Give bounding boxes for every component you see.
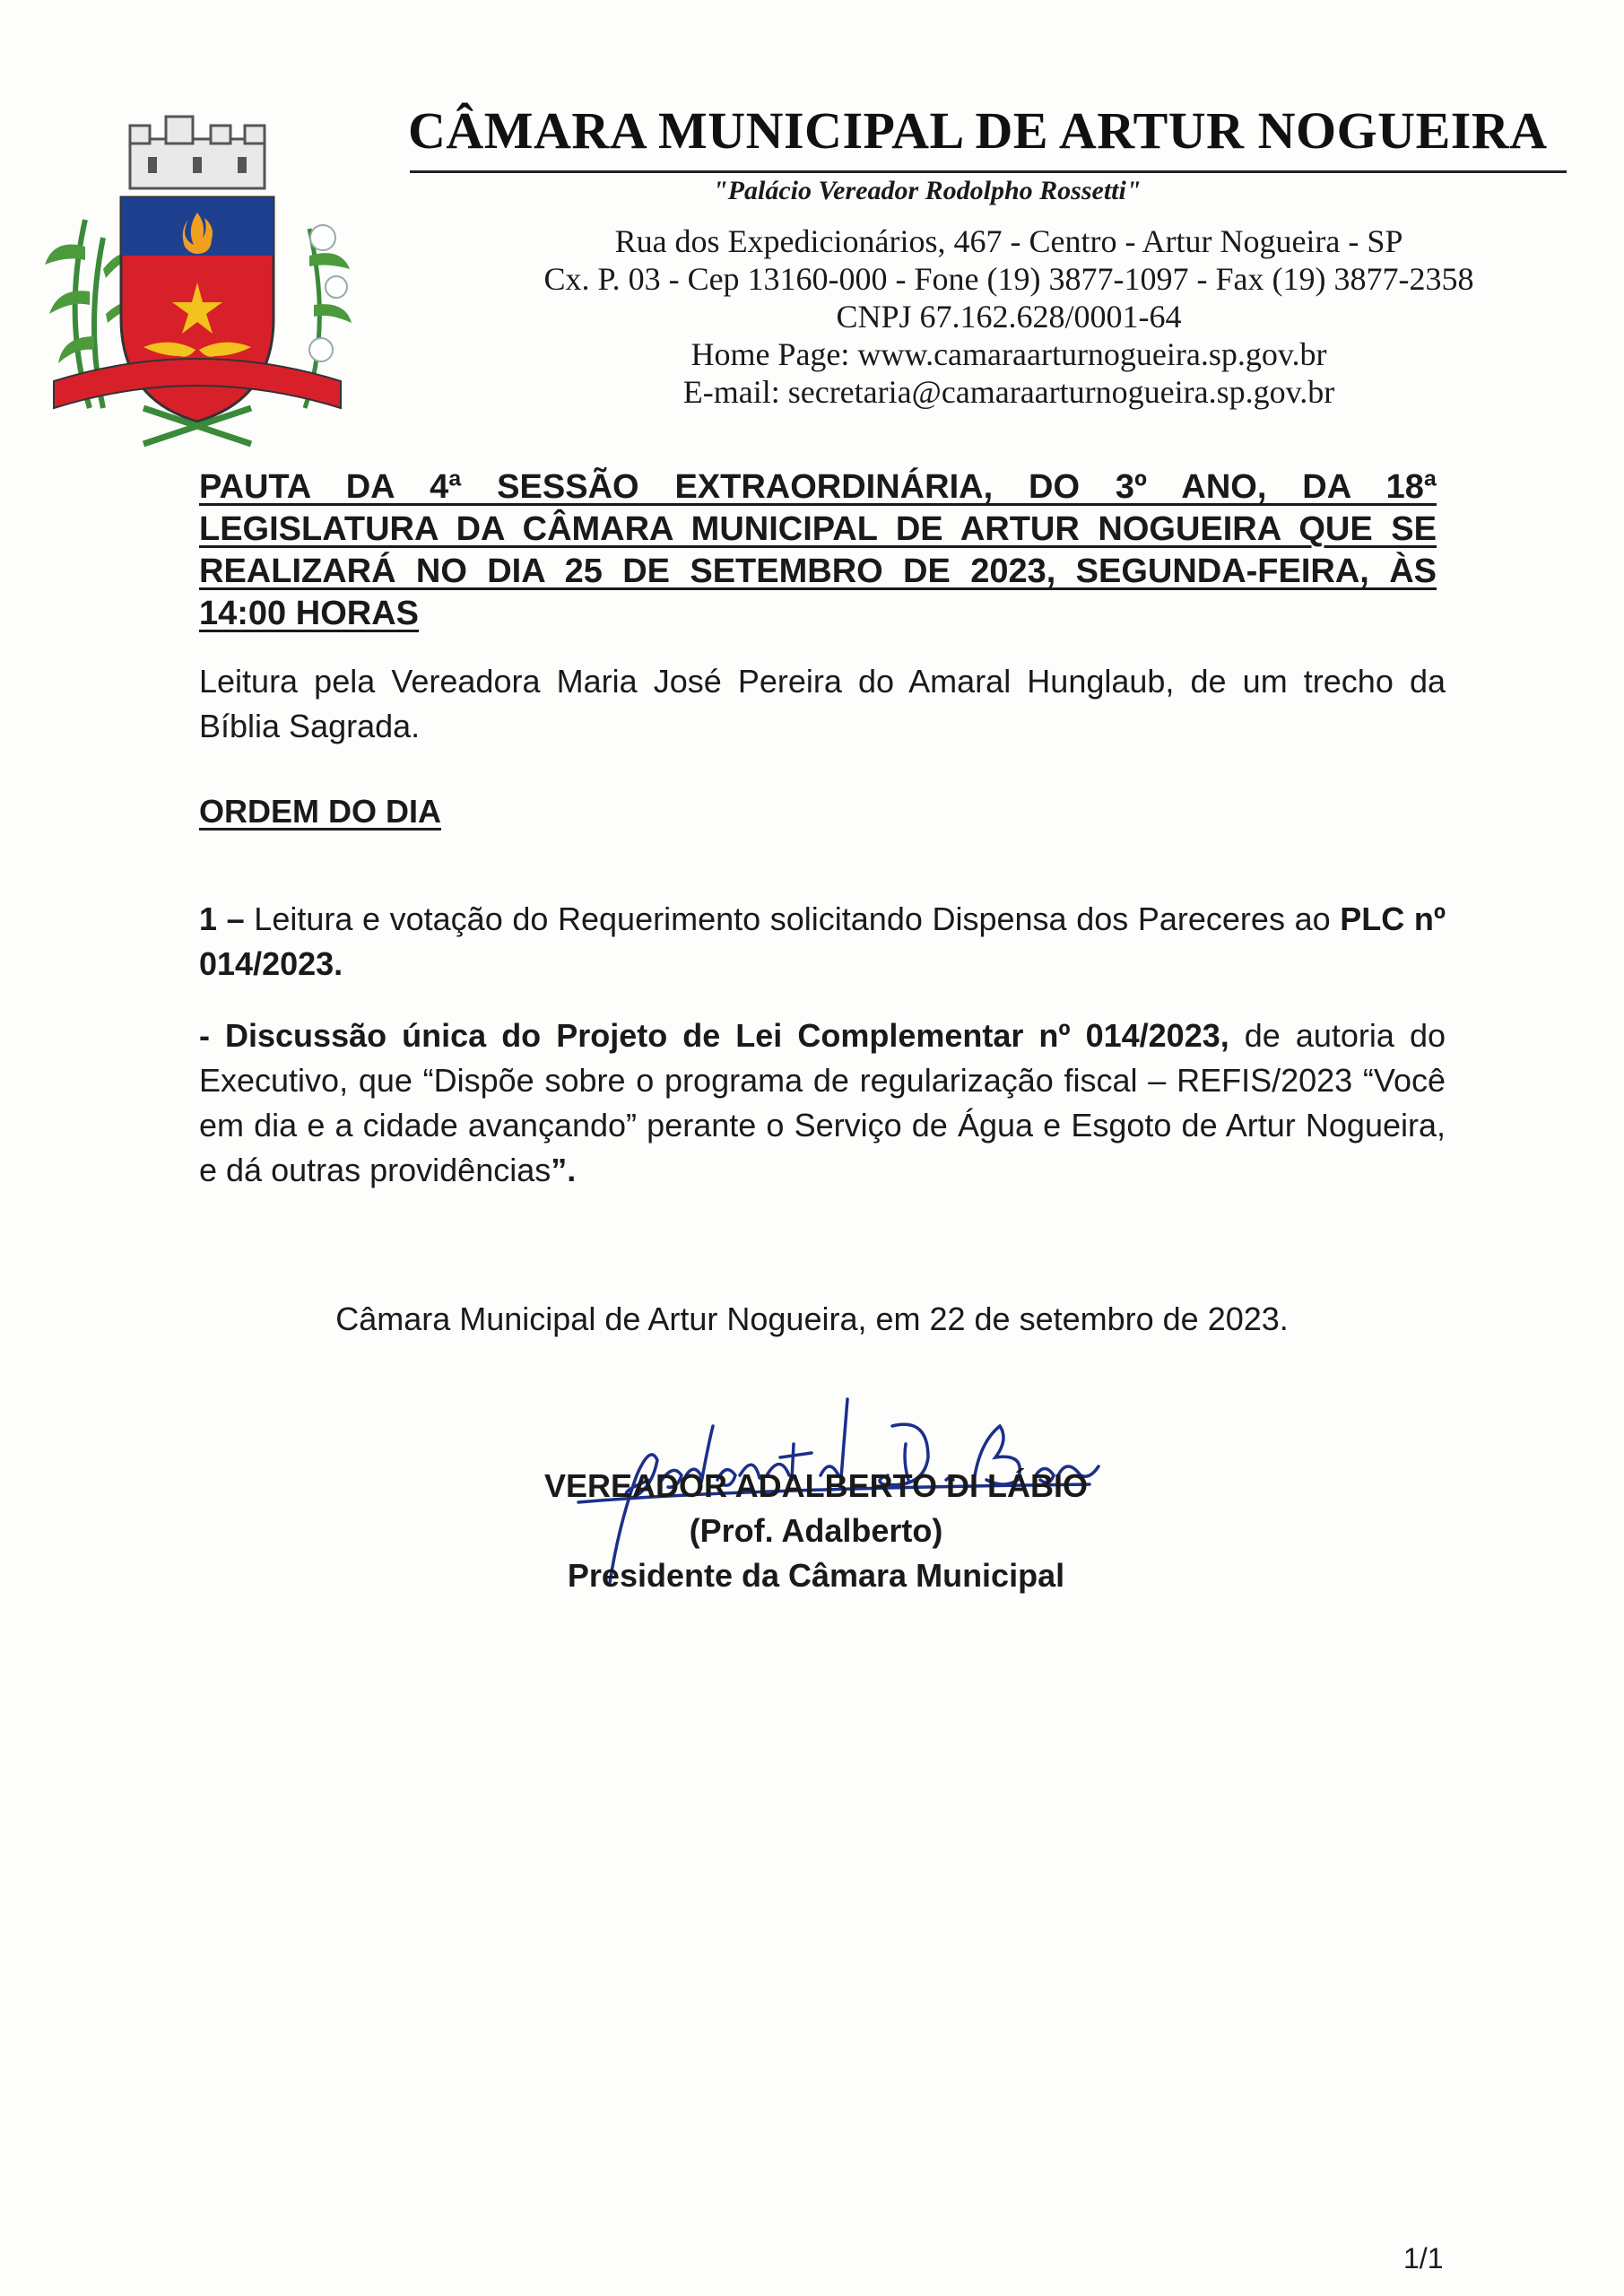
signatory-role: Presidente da Câmara Municipal	[567, 1557, 1065, 1594]
agenda-item-2	[199, 1013, 1446, 1193]
bible-reading-paragraph: Leitura pela Vereadora Maria José Pereira do Amaral Hunglaub, de um trecho da Bíblia Sagrada.	[199, 663, 1446, 744]
item-number: 1 –	[199, 900, 245, 937]
agenda-item-1	[199, 897, 1446, 987]
coat-of-arms-icon	[36, 112, 359, 453]
place-date-line: Câmara Municipal de Artur Nogueira, em 22 de setembro de 2023.	[335, 1300, 1289, 1337]
item-reference: PLC nº 014/2023.	[199, 900, 1446, 982]
palace-name: "Palácio Vereador Rodolpho Rossetti"	[713, 176, 1142, 205]
contact-line: Cx. P. 03 - Cep 13160-000 - Fone (19) 3877-1097 - Fax (19) 3877-2358	[543, 261, 1474, 297]
agenda-title: PAUTA DA 4ª SESSÃO EXTRAORDINÁRIA, DO 3º ANO, DA 18ª LEGISLATURA DA CÂMARA MUNICIPAL DE ARTUR NOGUEIRA QUE SE REALIZARÁ NO DIA 25 DE SETEMBRO DE 2023, SEGUNDA-FEIRA, ÀS 14:00 HORAS	[199, 468, 1437, 632]
signatory-block	[502, 1464, 1130, 1598]
signatory-nickname: (Prof. Adalberto)	[689, 1512, 943, 1549]
council-name: CÂMARA MUNICIPAL DE ARTUR NOGUEIRA	[408, 101, 1548, 160]
header-rule	[410, 170, 1567, 173]
address-line: Rua dos Expedicionários, 467 - Centro - Artur Nogueira - SP	[614, 223, 1403, 259]
signatory-name: VEREADOR ADALBERTO DI LÁBIO	[543, 1467, 1089, 1504]
cnpj-line: CNPJ 67.162.628/0001-64	[836, 299, 1182, 335]
item-tail: ”.	[551, 1152, 577, 1188]
email-line: E-mail: secretaria@camaraarturnogueira.sp.gov.br	[682, 374, 1335, 410]
ordem-do-dia-heading: ORDEM DO DIA	[199, 793, 441, 830]
item-lead: - Discussão única do Projeto de Lei Complementar nº 014/2023,	[199, 1017, 1229, 1054]
item-text: de autoria do Executivo, que “Dispõe sobre o programa de regularização fiscal – REFIS/2023 “Você em dia e a cidade avançando” perante o Serviço de Água e Esgoto de Artur Nogueira, e dá outras providências	[199, 1017, 1446, 1188]
page-number: 1/1	[1403, 2242, 1444, 2274]
item-text: Leitura e votação do Requerimento solicitando Dispensa dos Pareceres ao	[244, 900, 1341, 937]
homepage-line: Home Page: www.camaraarturnogueira.sp.gov.br	[690, 336, 1327, 372]
contact-block	[448, 222, 1569, 411]
